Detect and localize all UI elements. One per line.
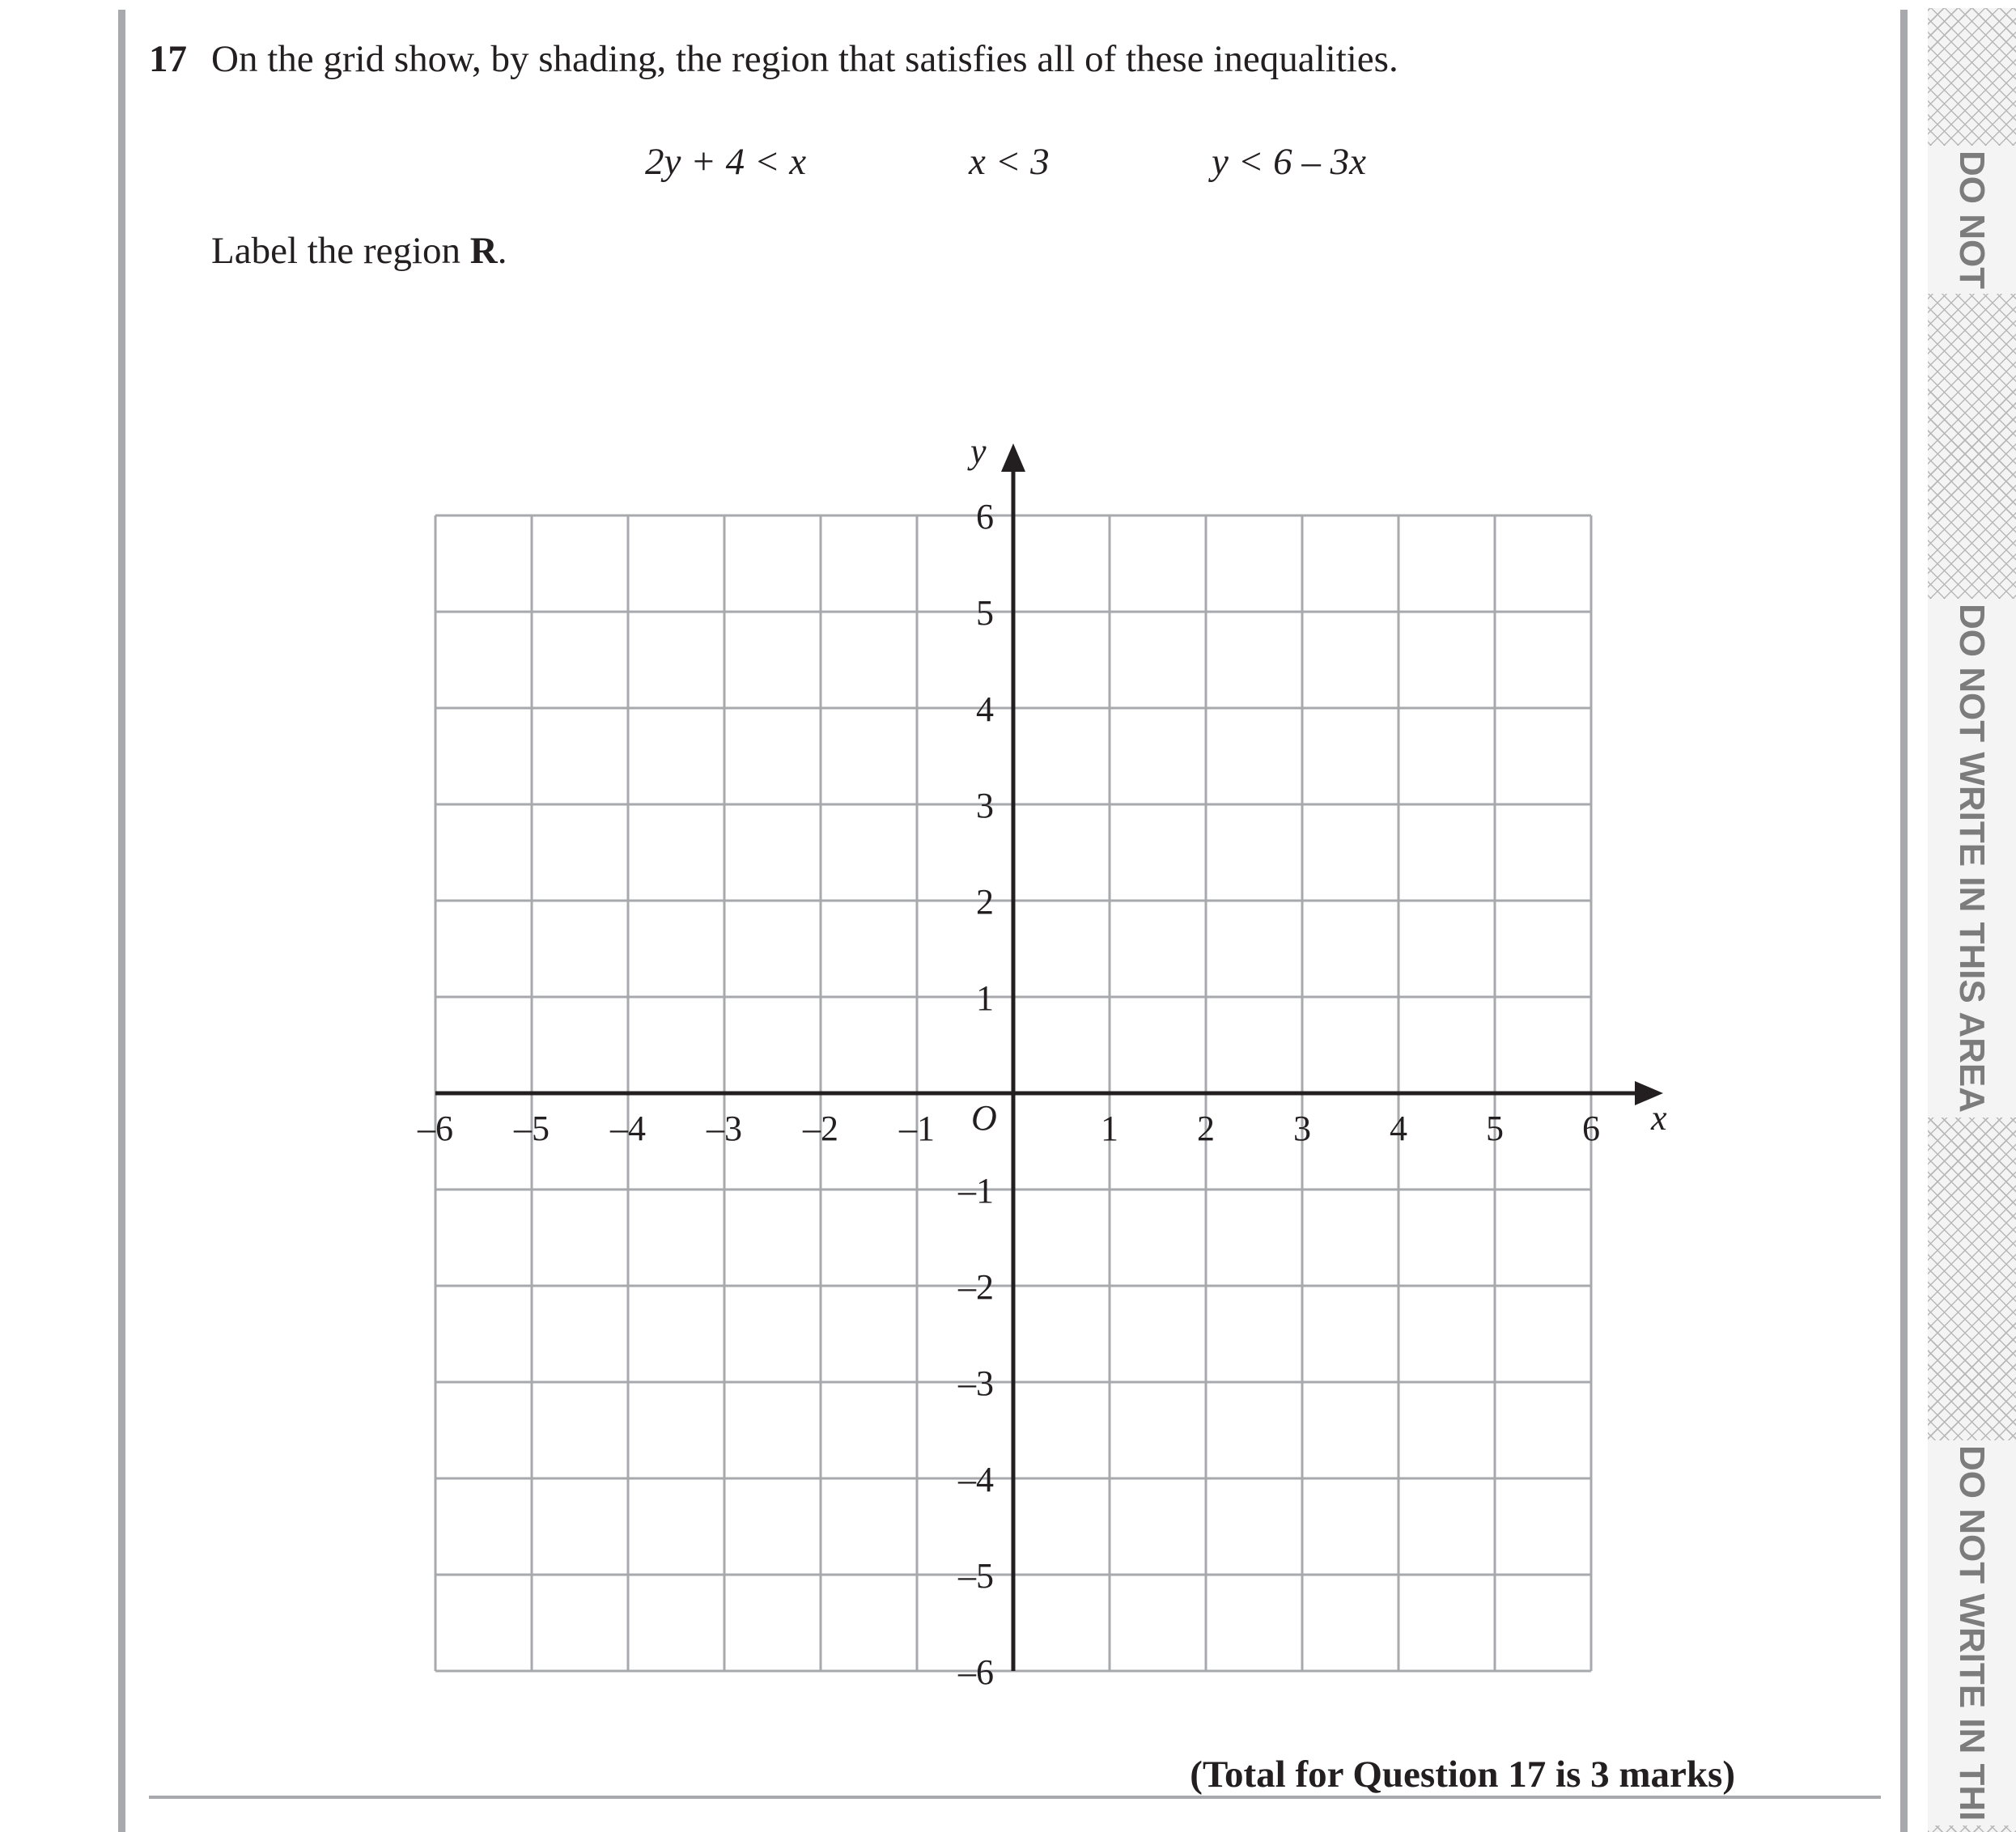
x-tick-label: 4: [1390, 1109, 1407, 1148]
y-axis-arrowhead: [1001, 443, 1025, 472]
y-tick-label: –1: [958, 1171, 994, 1211]
inequality-3: y < 6 – 3x: [1212, 141, 1366, 183]
question-text: On the grid show, by shading, the region that satisfies all of these inequalities.: [211, 38, 1398, 80]
origin-label: O: [971, 1098, 997, 1138]
x-tick-label: –3: [707, 1109, 742, 1148]
x-axis-label: x: [1651, 1098, 1667, 1138]
y-tick-label: 4: [976, 689, 994, 729]
bottom-rule: [149, 1796, 1881, 1799]
margin-warning-3: DO NOT WRITE IN THI: [1928, 1440, 2016, 1826]
x-tick-label: –4: [610, 1109, 646, 1148]
y-tick-label: –2: [958, 1267, 994, 1307]
y-tick-label: –4: [958, 1460, 994, 1499]
x-tick-label: 1: [1101, 1109, 1118, 1148]
margin-warning-1: DO NOT: [1928, 146, 2016, 294]
y-axis-label: y: [970, 431, 987, 471]
margin-warning-2: DO NOT WRITE IN THIS AREA: [1928, 599, 2016, 1117]
y-tick-label: 3: [976, 786, 994, 825]
y-tick-label: 1: [976, 978, 994, 1018]
region-name: R: [469, 230, 498, 272]
question-number: 17: [149, 38, 187, 80]
inequality-1: 2y + 4 < x: [645, 141, 807, 183]
x-tick-label: 2: [1197, 1109, 1215, 1148]
inequality-2: x < 3: [969, 141, 1050, 183]
y-tick-label: –6: [958, 1652, 994, 1692]
label-instruction-suffix: .: [497, 230, 507, 272]
x-tick-label: 3: [1293, 1109, 1311, 1148]
y-tick-label: 2: [976, 882, 994, 922]
x-tick-label: –2: [803, 1109, 838, 1148]
axes: [435, 443, 1663, 1671]
y-tick-label: –3: [958, 1363, 994, 1403]
do-not-write-margin: [1928, 8, 2016, 1832]
total-marks: (Total for Question 17 is 3 marks): [1190, 1754, 1735, 1796]
x-tick-label: 6: [1582, 1109, 1600, 1148]
x-tick-label: 5: [1486, 1109, 1504, 1148]
x-tick-label: –1: [899, 1109, 935, 1148]
y-tick-label: –5: [958, 1556, 994, 1596]
x-tick-label: –5: [514, 1109, 550, 1148]
x-tick-label: –6: [418, 1109, 453, 1148]
label-instruction-prefix: Label the region: [211, 230, 470, 272]
y-tick-label: 5: [976, 593, 994, 633]
y-tick-label: 6: [976, 497, 994, 536]
